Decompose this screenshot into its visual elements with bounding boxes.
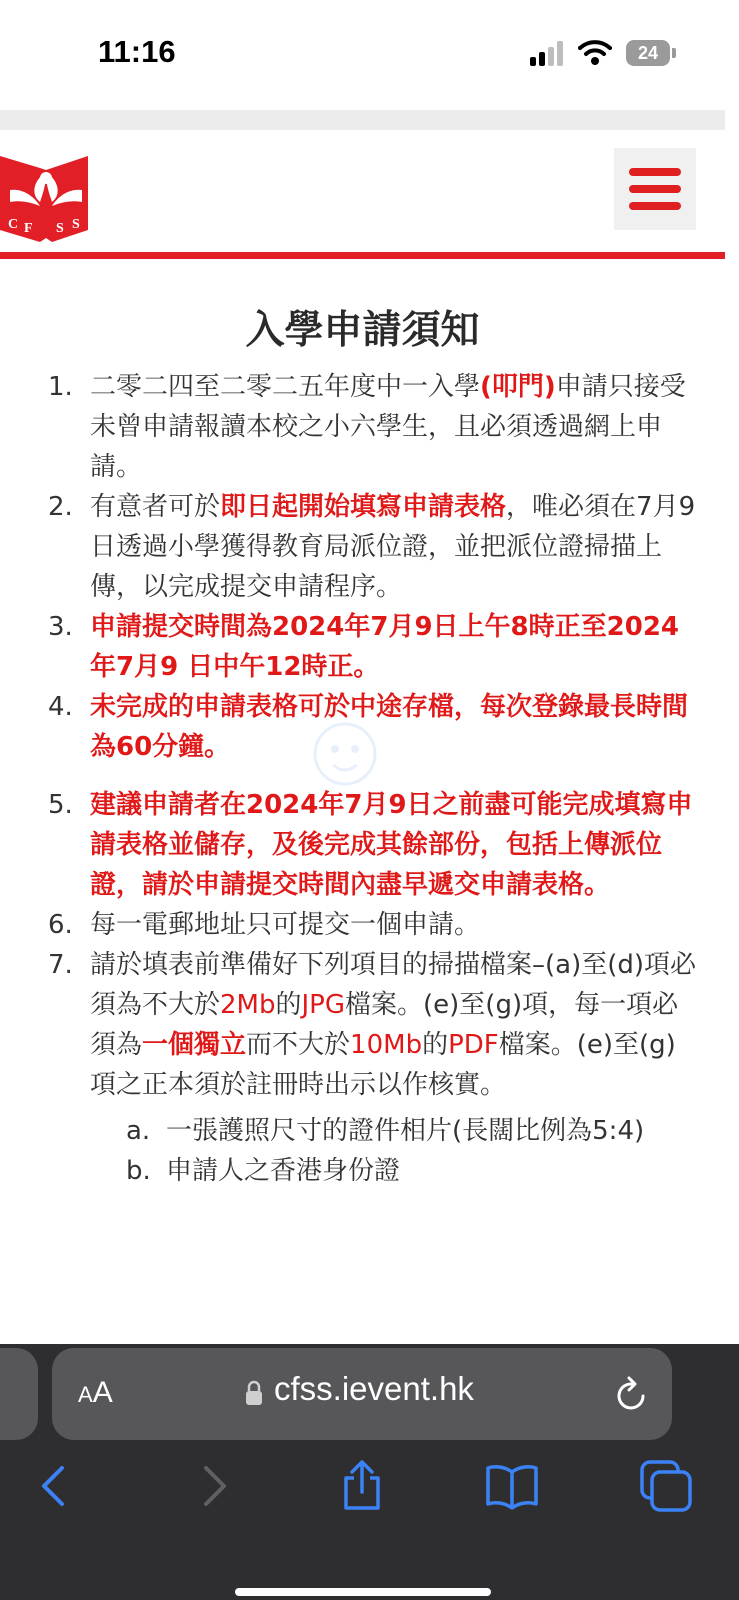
item-number: 6. (48, 910, 73, 940)
item-number: 3. (48, 612, 73, 642)
item-text-segment: 二零二四至二零二五年度中一入學 (90, 372, 481, 402)
item-number: 1. (48, 372, 73, 402)
site-header (0, 130, 725, 252)
item-text-segment: PDF (448, 1030, 499, 1060)
item-text-segment: 即日起開始填寫申請表格 (220, 492, 507, 522)
item-text-segment: 建議申請者在2024年7月9日之前盡可能完成填寫申請表格並儲存，及後完成其餘部份，包括上傳派位證，請於申請提交時間內盡早遞交申請表格。 (90, 790, 693, 900)
item-text-segment: 請於填表前準備好下列項目的掃描檔案–(a)至(d)項必須為不大於 (90, 950, 697, 1020)
svg-text:C: C (8, 217, 19, 232)
battery-icon: 24 (626, 40, 670, 66)
item-text-segment: 未完成的申請表格可於中途存檔，每次登錄最長時間為60分鐘。 (90, 692, 689, 762)
item-number: 4. (48, 692, 73, 722)
forward-arrow-icon[interactable] (186, 1458, 242, 1514)
url-text: cfss.ievent.hk (274, 1370, 474, 1407)
status-bar (0, 0, 739, 108)
item-text-segment: 2Mb (220, 990, 276, 1020)
address-bar[interactable] (52, 1348, 672, 1440)
item-number: 5. (48, 790, 73, 820)
item-text-segment: 而不大於 (246, 1030, 351, 1060)
subitem-letter: b. (126, 1156, 151, 1186)
menu-bar-icon (629, 185, 681, 193)
item-text-segment: (叩門) (480, 372, 556, 402)
subitem-letter: a. (126, 1116, 151, 1146)
header-divider (0, 252, 725, 259)
document-subitem (126, 1151, 698, 1191)
item-text-segment: JPG (301, 990, 346, 1020)
item-text-segment: 一個獨立 (142, 1030, 247, 1060)
aa-small-label: A (78, 1382, 93, 1407)
subitem-text: 一張護照尺寸的證件相片(長闊比例為5:4) (166, 1116, 645, 1146)
reader-aa-button[interactable] (78, 1376, 113, 1410)
item-text-segment: 有意者可於 (90, 492, 221, 522)
notice-item (48, 367, 698, 487)
item-number: 2. (48, 492, 73, 522)
notice-item (48, 487, 698, 607)
item-number: 7. (48, 950, 73, 980)
status-time: 11:16 (98, 34, 176, 69)
item-text-segment: 申請提交時間為2024年7月9日上午8時正至2024年7月9 日中午12時正。 (90, 612, 679, 682)
notice-list (48, 367, 698, 1191)
tabs-icon[interactable] (638, 1458, 694, 1514)
notice-item (48, 785, 698, 905)
svg-text:S: S (72, 217, 80, 232)
share-icon[interactable] (334, 1458, 390, 1514)
item-text-segment: 10Mb (350, 1030, 423, 1060)
browser-toolbar (0, 1448, 739, 1538)
main-content (0, 259, 725, 1344)
notice-item (48, 607, 698, 687)
notice-item (48, 945, 698, 1191)
home-indicator (235, 1588, 491, 1596)
subitem-text: 申請人之香港身份證 (166, 1156, 401, 1186)
lock-icon (244, 1380, 264, 1406)
cellular-signal-icon (530, 40, 566, 66)
notice-item (48, 687, 698, 767)
item-text-segment: 每一電郵地址只可提交一個申請。 (90, 910, 481, 940)
item-text-segment: 的 (275, 990, 302, 1020)
back-arrow-icon[interactable] (26, 1458, 82, 1514)
page-top-band (0, 110, 725, 130)
wifi-icon (578, 38, 612, 66)
menu-bar-icon (629, 202, 681, 210)
aa-big-label: A (92, 1376, 113, 1409)
reload-icon[interactable] (612, 1372, 652, 1416)
notice-item (48, 905, 698, 945)
item-text-segment: 的 (422, 1030, 449, 1060)
browser-chrome (0, 1344, 739, 1600)
hamburger-menu-button[interactable] (614, 148, 696, 230)
item-text-segment: 申請只接受未曾申請報讀本校之小六學生，且必須透過網上申請。 (90, 372, 686, 482)
svg-text:F: F (24, 221, 33, 236)
item-text-segment: 檔案。(e)至(g)項，每一項必須為 (90, 990, 679, 1060)
page-title: 入學申請須知 (245, 308, 480, 353)
item-text-segment: 檔案。(e)至(g)項之正本須於註冊時出示以作核實。 (90, 1030, 676, 1100)
document-subitem (126, 1111, 698, 1151)
required-documents-list (90, 1111, 698, 1191)
battery-cap (672, 48, 676, 58)
svg-text:S: S (56, 221, 64, 236)
previous-tab-peek[interactable] (0, 1348, 38, 1440)
item-text-segment: ，唯必須在7月9日透過小學獲得教育局派位證，並把派位證掃描上傳，以完成提交申請程序。 (90, 492, 696, 602)
school-logo-icon[interactable] (0, 150, 92, 242)
bookmarks-icon[interactable] (484, 1458, 540, 1514)
menu-bar-icon (629, 168, 681, 176)
